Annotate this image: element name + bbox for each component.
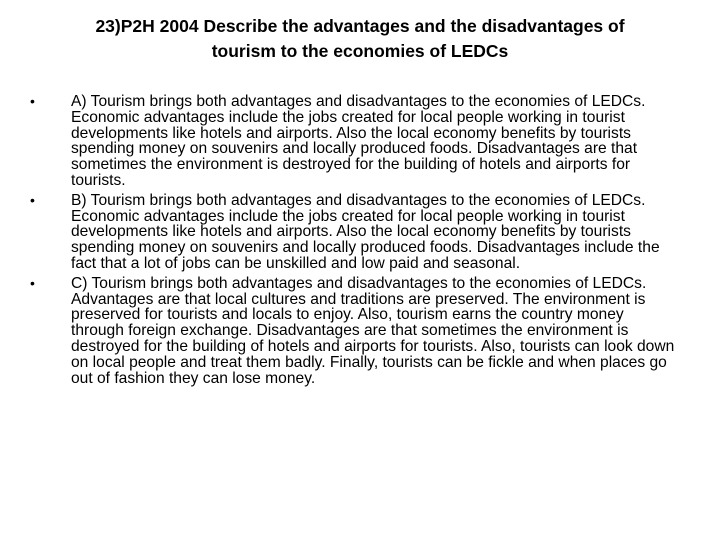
answer-item-b bbox=[30, 193, 680, 272]
slide-title-line-2: tourism to the economies of LEDCs bbox=[211, 41, 509, 61]
answer-list bbox=[30, 94, 680, 390]
answer-item-c bbox=[30, 276, 680, 387]
bullet-icon: • bbox=[30, 191, 35, 208]
slide-title-line-1: 23)P2H 2004 Describe the advantages and the disadvantages of bbox=[95, 16, 625, 36]
bullet-icon: • bbox=[30, 274, 35, 291]
answer-text-b: B) Tourism brings both advantages and disadvantages to the economies of LEDCs. Economic advantages include the jobs created for local people working in tourist developments like hotels and airports. Also the local economy benefits by tourists spending money on souvenirs and locally produced foods. Disadvantages include the fact that a lot of jobs can be unskilled and low paid and seasonal. bbox=[71, 191, 660, 272]
answer-text-a: A) Tourism brings both advantages and disadvantages to the economies of LEDCs. Economic advantages include the jobs created for local people working in tourist developments like hotels and airports. Also the local economy benefits by tourists spending money on souvenirs and locally produced foods. Disadvantages are that sometimes the environment is destroyed for the building of hotels and airports for tourists. bbox=[71, 93, 646, 189]
answer-text-c: C) Tourism brings both advantages and disadvantages to the economies of LEDCs. Advantages are that local cultures and traditions are preserved. The environment is preserved for tourists and locals to enjoy. Also, tourism earns the country money through foreign exchange. Disadvantages are that sometimes the environment is destroyed for the building of hotels and airports for tourists. Also, tourists can look down on local people and treat them badly. Finally, tourists can be fickle and when places go out of fashion they can lose money. bbox=[71, 274, 675, 387]
answer-item-a bbox=[30, 94, 680, 189]
bullet-icon: • bbox=[30, 93, 35, 109]
slide-title bbox=[36, 14, 684, 64]
